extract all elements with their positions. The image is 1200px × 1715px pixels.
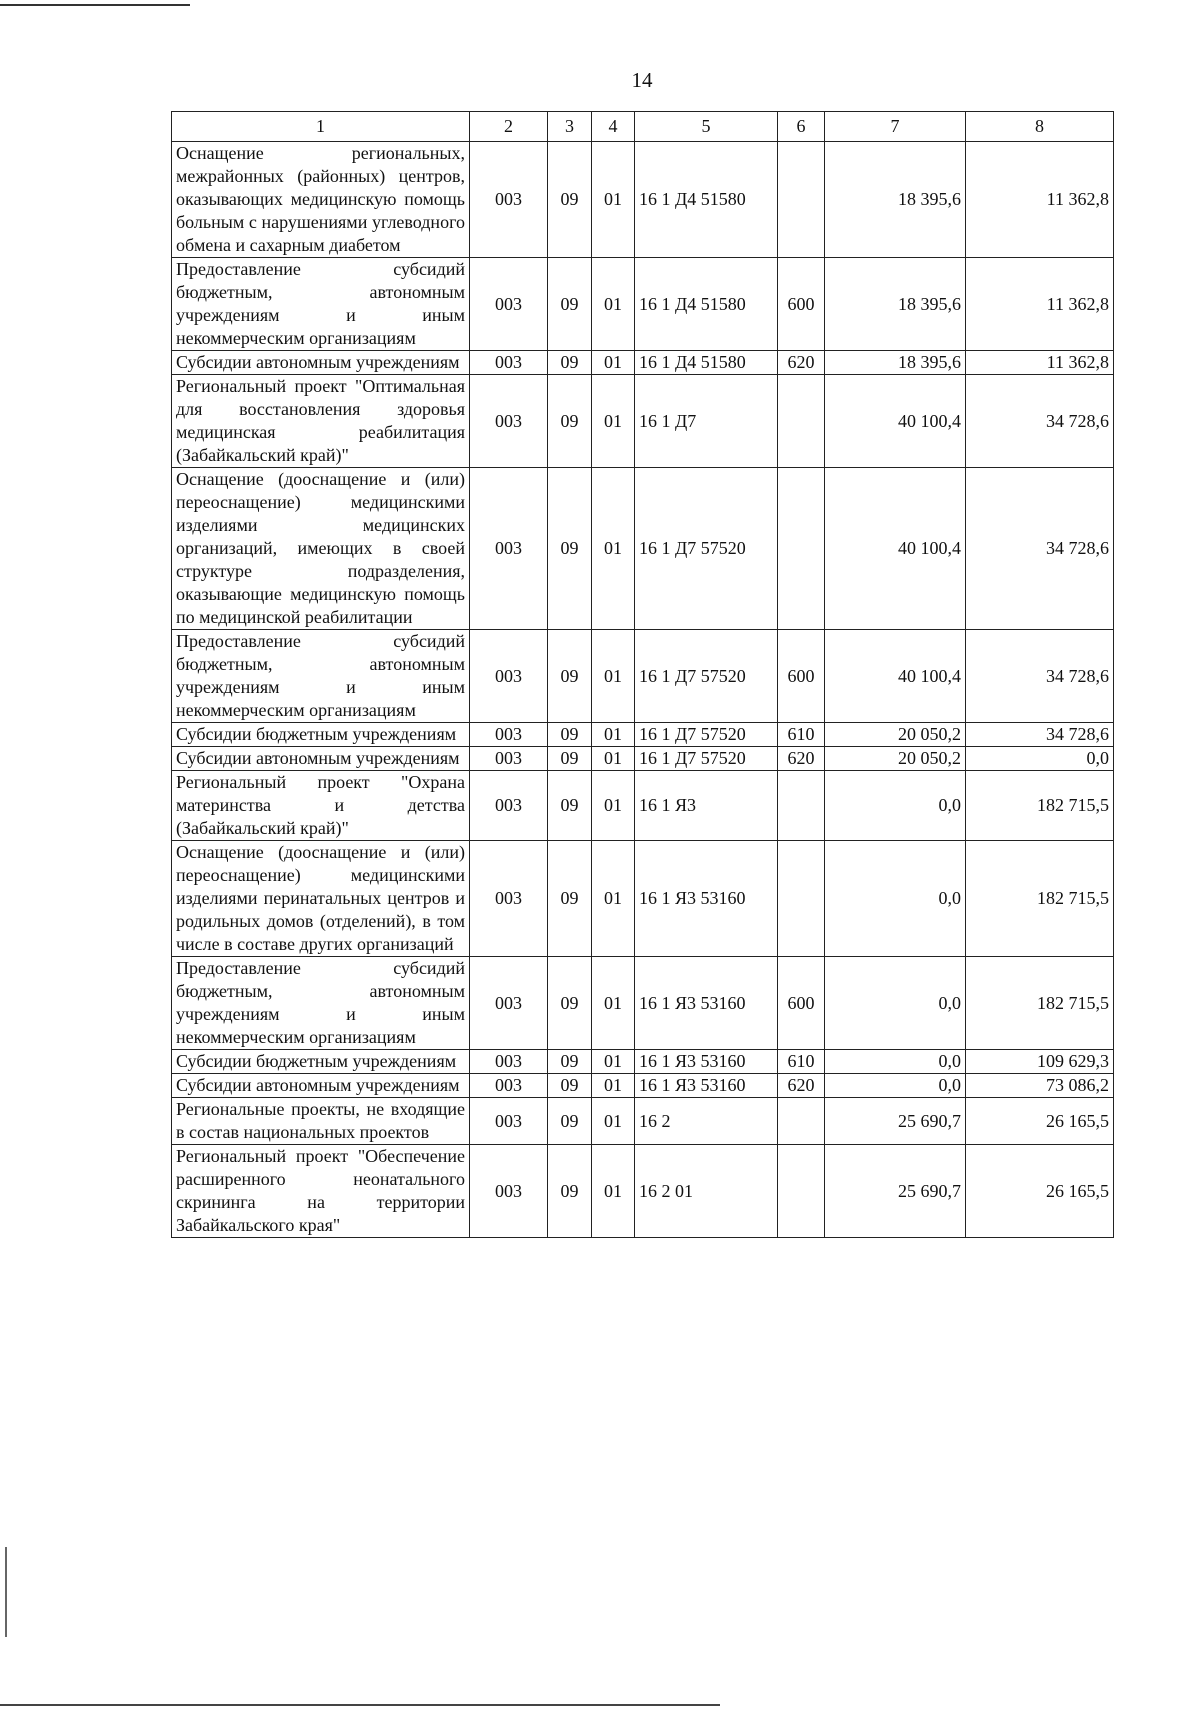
column-header: 5	[635, 112, 778, 142]
section-cell: 09	[548, 723, 592, 747]
amount-year1-cell: 18 395,6	[825, 351, 966, 375]
expense-type-cell: 620	[778, 1074, 825, 1098]
amount-year2-cell: 182 715,5	[966, 841, 1114, 957]
expense-type-cell	[778, 375, 825, 468]
table-row	[172, 375, 1114, 468]
amount-year2-cell: 26 165,5	[966, 1145, 1114, 1238]
admin-code-cell: 003	[470, 747, 548, 771]
target-article-cell: 16 1 Д7 57520	[635, 747, 778, 771]
table-row	[172, 771, 1114, 841]
admin-code-cell: 003	[470, 723, 548, 747]
table-row	[172, 142, 1114, 258]
scan-artifact-line	[5, 1547, 7, 1637]
page-number: 14	[631, 68, 653, 92]
section-cell: 09	[548, 142, 592, 258]
amount-year2-cell: 182 715,5	[966, 957, 1114, 1050]
subsection-cell: 01	[592, 142, 635, 258]
section-cell: 09	[548, 630, 592, 723]
target-article-cell: 16 1 Я3	[635, 771, 778, 841]
column-header: 7	[825, 112, 966, 142]
table-row	[172, 468, 1114, 630]
subsection-cell: 01	[592, 1050, 635, 1074]
row-name-cell: Субсидии автономным учреждениям	[172, 351, 470, 375]
target-article-cell: 16 1 Д4 51580	[635, 258, 778, 351]
amount-year2-cell: 182 715,5	[966, 771, 1114, 841]
subsection-cell: 01	[592, 723, 635, 747]
amount-year1-cell: 40 100,4	[825, 468, 966, 630]
target-article-cell: 16 1 Я3 53160	[635, 841, 778, 957]
subsection-cell: 01	[592, 747, 635, 771]
subsection-cell: 01	[592, 841, 635, 957]
row-name-cell: Субсидии бюджетным учреждениям	[172, 723, 470, 747]
subsection-cell: 01	[592, 1098, 635, 1145]
subsection-cell: 01	[592, 630, 635, 723]
target-article-cell: 16 1 Д4 51580	[635, 142, 778, 258]
expense-type-cell: 610	[778, 723, 825, 747]
table-row	[172, 1074, 1114, 1098]
expense-type-cell	[778, 142, 825, 258]
admin-code-cell: 003	[470, 1145, 548, 1238]
expense-type-cell	[778, 468, 825, 630]
table-row	[172, 351, 1114, 375]
amount-year2-cell: 11 362,8	[966, 142, 1114, 258]
section-cell: 09	[548, 957, 592, 1050]
row-name-cell: Региональный проект "Обеспечение расширенного неонатального скрининга на территории Забайкальского края"	[172, 1145, 470, 1238]
table-row	[172, 957, 1114, 1050]
table-row	[172, 630, 1114, 723]
admin-code-cell: 003	[470, 468, 548, 630]
target-article-cell: 16 1 Д7 57520	[635, 630, 778, 723]
subsection-cell: 01	[592, 957, 635, 1050]
subsection-cell: 01	[592, 468, 635, 630]
column-header: 8	[966, 112, 1114, 142]
section-cell: 09	[548, 1145, 592, 1238]
section-cell: 09	[548, 771, 592, 841]
table-row	[172, 841, 1114, 957]
target-article-cell: 16 1 Я3 53160	[635, 957, 778, 1050]
row-name-cell: Региональный проект "Охрана материнства и детства (Забайкальский край)"	[172, 771, 470, 841]
amount-year2-cell: 34 728,6	[966, 630, 1114, 723]
expense-type-cell	[778, 1145, 825, 1238]
section-cell: 09	[548, 1098, 592, 1145]
column-header: 2	[470, 112, 548, 142]
amount-year1-cell: 0,0	[825, 1074, 966, 1098]
amount-year2-cell: 11 362,8	[966, 258, 1114, 351]
table-row	[172, 1050, 1114, 1074]
amount-year2-cell: 34 728,6	[966, 468, 1114, 630]
section-cell: 09	[548, 351, 592, 375]
section-cell: 09	[548, 1074, 592, 1098]
row-name-cell: Оснащение региональных, межрайонных (районных) центров, оказывающих медицинскую помощь больным с нарушениями углеводного обмена и сахарным диабетом	[172, 142, 470, 258]
section-cell: 09	[548, 841, 592, 957]
amount-year1-cell: 40 100,4	[825, 630, 966, 723]
amount-year2-cell: 73 086,2	[966, 1074, 1114, 1098]
row-name-cell: Предоставление субсидий бюджетным, автономным учреждениям и иным некоммерческим организациям	[172, 957, 470, 1050]
amount-year2-cell: 26 165,5	[966, 1098, 1114, 1145]
row-name-cell: Региональный проект "Оптимальная для восстановления здоровья медицинская реабилитация (Забайкальский край)"	[172, 375, 470, 468]
amount-year1-cell: 40 100,4	[825, 375, 966, 468]
column-header: 6	[778, 112, 825, 142]
section-cell: 09	[548, 1050, 592, 1074]
target-article-cell: 16 1 Д7 57520	[635, 723, 778, 747]
expense-type-cell: 620	[778, 351, 825, 375]
expense-type-cell: 600	[778, 258, 825, 351]
amount-year1-cell: 0,0	[825, 957, 966, 1050]
admin-code-cell: 003	[470, 375, 548, 468]
table-row	[172, 747, 1114, 771]
amount-year1-cell: 18 395,6	[825, 258, 966, 351]
target-article-cell: 16 2	[635, 1098, 778, 1145]
amount-year2-cell: 34 728,6	[966, 375, 1114, 468]
table-row	[172, 258, 1114, 351]
target-article-cell: 16 1 Д7 57520	[635, 468, 778, 630]
subsection-cell: 01	[592, 1074, 635, 1098]
scan-artifact-line	[0, 1704, 720, 1706]
admin-code-cell: 003	[470, 1050, 548, 1074]
column-header: 4	[592, 112, 635, 142]
table-row	[172, 723, 1114, 747]
amount-year2-cell: 34 728,6	[966, 723, 1114, 747]
table-header-row	[172, 112, 1114, 142]
admin-code-cell: 003	[470, 1098, 548, 1145]
section-cell: 09	[548, 747, 592, 771]
amount-year1-cell: 25 690,7	[825, 1145, 966, 1238]
row-name-cell: Субсидии автономным учреждениям	[172, 747, 470, 771]
subsection-cell: 01	[592, 1145, 635, 1238]
target-article-cell: 16 1 Я3 53160	[635, 1074, 778, 1098]
amount-year2-cell: 0,0	[966, 747, 1114, 771]
expense-type-cell: 600	[778, 957, 825, 1050]
amount-year1-cell: 0,0	[825, 771, 966, 841]
amount-year1-cell: 0,0	[825, 1050, 966, 1074]
amount-year1-cell: 18 395,6	[825, 142, 966, 258]
amount-year1-cell: 20 050,2	[825, 723, 966, 747]
subsection-cell: 01	[592, 351, 635, 375]
target-article-cell: 16 2 01	[635, 1145, 778, 1238]
table-row	[172, 1098, 1114, 1145]
expense-type-cell	[778, 1098, 825, 1145]
expense-type-cell: 620	[778, 747, 825, 771]
amount-year1-cell: 20 050,2	[825, 747, 966, 771]
scan-artifact-line	[0, 4, 190, 6]
subsection-cell: 01	[592, 375, 635, 468]
target-article-cell: 16 1 Д4 51580	[635, 351, 778, 375]
expense-type-cell	[778, 841, 825, 957]
row-name-cell: Субсидии бюджетным учреждениям	[172, 1050, 470, 1074]
row-name-cell: Субсидии автономным учреждениям	[172, 1074, 470, 1098]
admin-code-cell: 003	[470, 258, 548, 351]
expense-type-cell: 600	[778, 630, 825, 723]
row-name-cell: Региональные проекты, не входящие в состав национальных проектов	[172, 1098, 470, 1145]
column-header: 3	[548, 112, 592, 142]
amount-year1-cell: 0,0	[825, 841, 966, 957]
admin-code-cell: 003	[470, 841, 548, 957]
section-cell: 09	[548, 375, 592, 468]
subsection-cell: 01	[592, 258, 635, 351]
row-name-cell: Предоставление субсидий бюджетным, автономным учреждениям и иным некоммерческим организациям	[172, 630, 470, 723]
row-name-cell: Предоставление субсидий бюджетным, автономным учреждениям и иным некоммерческим организациям	[172, 258, 470, 351]
expense-type-cell: 610	[778, 1050, 825, 1074]
target-article-cell: 16 1 Я3 53160	[635, 1050, 778, 1074]
column-header: 1	[172, 112, 470, 142]
target-article-cell: 16 1 Д7	[635, 375, 778, 468]
subsection-cell: 01	[592, 771, 635, 841]
budget-table	[171, 111, 1114, 1238]
admin-code-cell: 003	[470, 630, 548, 723]
admin-code-cell: 003	[470, 957, 548, 1050]
table-row	[172, 1145, 1114, 1238]
amount-year2-cell: 11 362,8	[966, 351, 1114, 375]
admin-code-cell: 003	[470, 771, 548, 841]
amount-year1-cell: 25 690,7	[825, 1098, 966, 1145]
row-name-cell: Оснащение (дооснащение и (или) переоснащение) медицинскими изделиями перинатальных центров и родильных домов (отделений), в том числе в составе других организаций	[172, 841, 470, 957]
expense-type-cell	[778, 771, 825, 841]
admin-code-cell: 003	[470, 142, 548, 258]
section-cell: 09	[548, 258, 592, 351]
admin-code-cell: 003	[470, 351, 548, 375]
row-name-cell: Оснащение (дооснащение и (или) переоснащение) медицинскими изделиями медицинских организаций, имеющих в своей структуре подразделения, оказывающие медицинскую помощь по медицинской реабилитации	[172, 468, 470, 630]
admin-code-cell: 003	[470, 1074, 548, 1098]
amount-year2-cell: 109 629,3	[966, 1050, 1114, 1074]
section-cell: 09	[548, 468, 592, 630]
